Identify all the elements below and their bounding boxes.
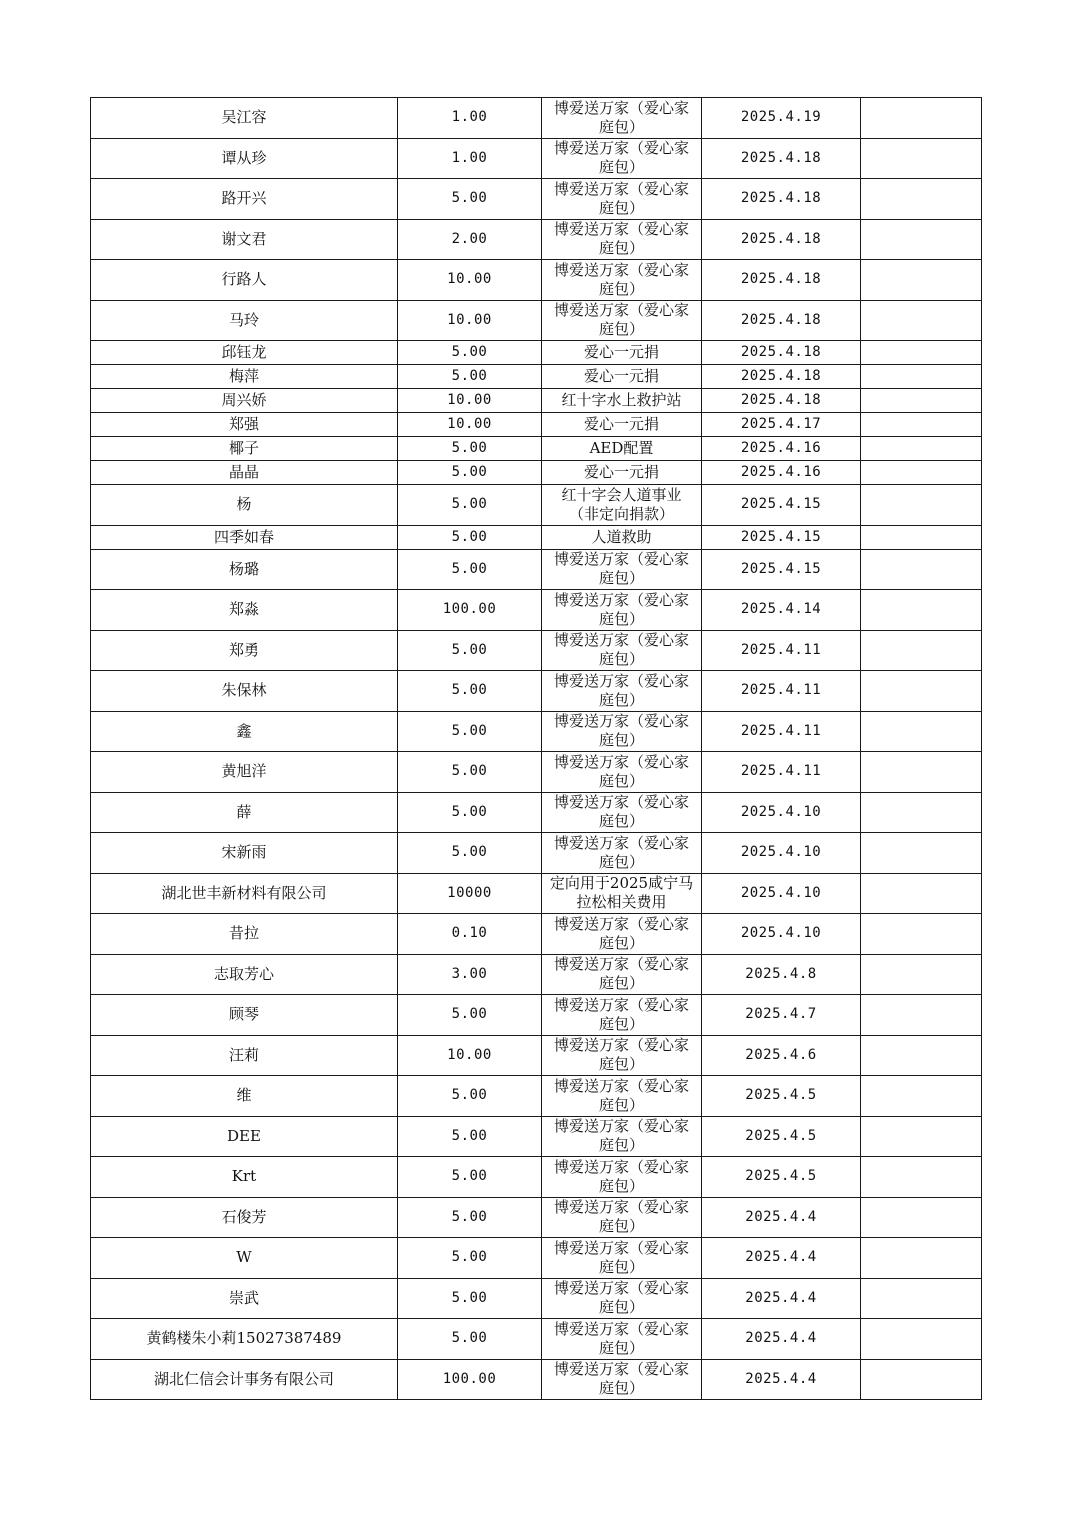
donor-name-cell: 邱钰龙 (91, 341, 398, 365)
date-cell: 2025.4.18 (702, 300, 861, 341)
amount-cell: 10.00 (398, 389, 542, 413)
donor-name-cell: 志取芳心 (91, 954, 398, 995)
donor-name-cell: 顾琴 (91, 995, 398, 1036)
purpose-cell: 爱心一元捐 (542, 365, 702, 389)
note-cell (861, 179, 982, 220)
date-cell: 2025.4.15 (702, 485, 861, 526)
purpose-cell: 博爱送万家（爱心家庭包） (542, 138, 702, 179)
donor-name-cell: 路开兴 (91, 179, 398, 220)
donor-name-cell: 黄鹤楼朱小莉15027387489 (91, 1319, 398, 1360)
amount-cell: 5.00 (398, 1197, 542, 1238)
table-row (91, 995, 982, 1036)
amount-cell: 5.00 (398, 833, 542, 874)
note-cell (861, 525, 982, 549)
purpose-cell: 博爱送万家（爱心家庭包） (542, 219, 702, 260)
purpose-cell: AED配置 (542, 437, 702, 461)
date-cell: 2025.4.15 (702, 549, 861, 590)
date-cell: 2025.4.10 (702, 833, 861, 874)
note-cell (861, 1197, 982, 1238)
donor-name-cell: 行路人 (91, 260, 398, 301)
amount-cell: 0.10 (398, 914, 542, 955)
note-cell (861, 1076, 982, 1117)
table-row (91, 792, 982, 833)
table-row (91, 300, 982, 341)
table-row (91, 873, 982, 914)
donor-name-cell: Krt (91, 1157, 398, 1198)
date-cell: 2025.4.18 (702, 389, 861, 413)
donor-name-cell: 宋新雨 (91, 833, 398, 874)
amount-cell: 5.00 (398, 792, 542, 833)
date-cell: 2025.4.6 (702, 1035, 861, 1076)
note-cell (861, 833, 982, 874)
purpose-cell: 博爱送万家（爱心家庭包） (542, 995, 702, 1036)
note-cell (861, 300, 982, 341)
amount-cell: 5.00 (398, 179, 542, 220)
note-cell (861, 1319, 982, 1360)
note-cell (861, 873, 982, 914)
table-row (91, 365, 982, 389)
table-row (91, 590, 982, 631)
purpose-cell: 定向用于2025咸宁马拉松相关费用 (542, 873, 702, 914)
amount-cell: 1.00 (398, 98, 542, 139)
note-cell (861, 630, 982, 671)
purpose-cell: 博爱送万家（爱心家庭包） (542, 1319, 702, 1360)
purpose-cell: 博爱送万家（爱心家庭包） (542, 98, 702, 139)
purpose-cell: 博爱送万家（爱心家庭包） (542, 914, 702, 955)
date-cell: 2025.4.18 (702, 365, 861, 389)
date-cell: 2025.4.10 (702, 792, 861, 833)
donor-name-cell: 杨 (91, 485, 398, 526)
donor-name-cell: 薛 (91, 792, 398, 833)
table-row (91, 1116, 982, 1157)
note-cell (861, 1238, 982, 1279)
donor-name-cell: 汪莉 (91, 1035, 398, 1076)
table-row (91, 1319, 982, 1360)
date-cell: 2025.4.16 (702, 461, 861, 485)
donor-name-cell: 周兴娇 (91, 389, 398, 413)
amount-cell: 1.00 (398, 138, 542, 179)
purpose-cell: 博爱送万家（爱心家庭包） (542, 179, 702, 220)
purpose-cell: 爱心一元捐 (542, 341, 702, 365)
amount-cell: 5.00 (398, 1076, 542, 1117)
amount-cell: 10000 (398, 873, 542, 914)
table-row (91, 98, 982, 139)
amount-cell: 5.00 (398, 1319, 542, 1360)
date-cell: 2025.4.18 (702, 260, 861, 301)
purpose-cell: 博爱送万家（爱心家庭包） (542, 1278, 702, 1319)
amount-cell: 5.00 (398, 671, 542, 712)
donor-name-cell: 杨璐 (91, 549, 398, 590)
table-row (91, 341, 982, 365)
date-cell: 2025.4.8 (702, 954, 861, 995)
table-row (91, 461, 982, 485)
date-cell: 2025.4.7 (702, 995, 861, 1036)
note-cell (861, 485, 982, 526)
date-cell: 2025.4.10 (702, 873, 861, 914)
note-cell (861, 138, 982, 179)
date-cell: 2025.4.4 (702, 1359, 861, 1400)
table-row (91, 833, 982, 874)
date-cell: 2025.4.16 (702, 437, 861, 461)
amount-cell: 5.00 (398, 1116, 542, 1157)
note-cell (861, 914, 982, 955)
amount-cell: 5.00 (398, 341, 542, 365)
table-row (91, 752, 982, 793)
table-row (91, 671, 982, 712)
note-cell (861, 413, 982, 437)
purpose-cell: 博爱送万家（爱心家庭包） (542, 1035, 702, 1076)
table-row (91, 179, 982, 220)
donor-name-cell: 石俊芳 (91, 1197, 398, 1238)
date-cell: 2025.4.18 (702, 219, 861, 260)
donor-name-cell: 湖北仁信会计事务有限公司 (91, 1359, 398, 1400)
note-cell (861, 1359, 982, 1400)
amount-cell: 100.00 (398, 590, 542, 631)
table-row (91, 485, 982, 526)
donor-name-cell: 鑫 (91, 711, 398, 752)
purpose-cell: 博爱送万家（爱心家庭包） (542, 954, 702, 995)
date-cell: 2025.4.11 (702, 711, 861, 752)
purpose-cell: 爱心一元捐 (542, 461, 702, 485)
amount-cell: 5.00 (398, 461, 542, 485)
note-cell (861, 260, 982, 301)
table-row (91, 1278, 982, 1319)
purpose-cell: 博爱送万家（爱心家庭包） (542, 1359, 702, 1400)
donor-name-cell: 朱保林 (91, 671, 398, 712)
donor-name-cell: 谢文君 (91, 219, 398, 260)
table-row (91, 1076, 982, 1117)
donor-name-cell: 椰子 (91, 437, 398, 461)
amount-cell: 5.00 (398, 752, 542, 793)
note-cell (861, 1035, 982, 1076)
purpose-cell: 博爱送万家（爱心家庭包） (542, 260, 702, 301)
date-cell: 2025.4.15 (702, 525, 861, 549)
amount-cell: 5.00 (398, 437, 542, 461)
date-cell: 2025.4.4 (702, 1319, 861, 1360)
date-cell: 2025.4.11 (702, 671, 861, 712)
purpose-cell: 博爱送万家（爱心家庭包） (542, 752, 702, 793)
purpose-cell: 博爱送万家（爱心家庭包） (542, 792, 702, 833)
amount-cell: 10.00 (398, 413, 542, 437)
note-cell (861, 549, 982, 590)
table-row (91, 630, 982, 671)
table-row (91, 437, 982, 461)
donor-name-cell: 湖北世丰新材料有限公司 (91, 873, 398, 914)
amount-cell: 5.00 (398, 549, 542, 590)
note-cell (861, 365, 982, 389)
date-cell: 2025.4.18 (702, 179, 861, 220)
amount-cell: 10.00 (398, 260, 542, 301)
amount-cell: 5.00 (398, 995, 542, 1036)
amount-cell: 10.00 (398, 300, 542, 341)
date-cell: 2025.4.11 (702, 752, 861, 793)
amount-cell: 2.00 (398, 219, 542, 260)
table-row (91, 525, 982, 549)
donor-name-cell: 谭从珍 (91, 138, 398, 179)
note-cell (861, 590, 982, 631)
note-cell (861, 792, 982, 833)
purpose-cell: 博爱送万家（爱心家庭包） (542, 1157, 702, 1198)
date-cell: 2025.4.18 (702, 138, 861, 179)
note-cell (861, 995, 982, 1036)
purpose-cell: 红十字会人道事业（非定向捐款） (542, 485, 702, 526)
table-row (91, 954, 982, 995)
donor-name-cell: 郑勇 (91, 630, 398, 671)
note-cell (861, 341, 982, 365)
purpose-cell: 博爱送万家（爱心家庭包） (542, 630, 702, 671)
purpose-cell: 博爱送万家（爱心家庭包） (542, 549, 702, 590)
donor-name-cell: 四季如春 (91, 525, 398, 549)
note-cell (861, 98, 982, 139)
date-cell: 2025.4.4 (702, 1197, 861, 1238)
table-row (91, 1197, 982, 1238)
date-cell: 2025.4.4 (702, 1278, 861, 1319)
date-cell: 2025.4.4 (702, 1238, 861, 1279)
amount-cell: 3.00 (398, 954, 542, 995)
date-cell: 2025.4.10 (702, 914, 861, 955)
date-cell: 2025.4.17 (702, 413, 861, 437)
donor-name-cell: 郑强 (91, 413, 398, 437)
purpose-cell: 博爱送万家（爱心家庭包） (542, 590, 702, 631)
note-cell (861, 711, 982, 752)
note-cell (861, 437, 982, 461)
date-cell: 2025.4.11 (702, 630, 861, 671)
note-cell (861, 219, 982, 260)
donor-name-cell: 吴江容 (91, 98, 398, 139)
note-cell (861, 1278, 982, 1319)
purpose-cell: 博爱送万家（爱心家庭包） (542, 833, 702, 874)
table-row (91, 138, 982, 179)
table-row (91, 914, 982, 955)
donor-name-cell: 马玲 (91, 300, 398, 341)
amount-cell: 5.00 (398, 1157, 542, 1198)
note-cell (861, 1157, 982, 1198)
purpose-cell: 博爱送万家（爱心家庭包） (542, 1116, 702, 1157)
donor-name-cell: DEE (91, 1116, 398, 1157)
note-cell (861, 389, 982, 413)
amount-cell: 5.00 (398, 485, 542, 526)
note-cell (861, 461, 982, 485)
amount-cell: 5.00 (398, 1238, 542, 1279)
note-cell (861, 752, 982, 793)
purpose-cell: 博爱送万家（爱心家庭包） (542, 711, 702, 752)
date-cell: 2025.4.5 (702, 1116, 861, 1157)
purpose-cell: 爱心一元捐 (542, 413, 702, 437)
note-cell (861, 954, 982, 995)
donor-name-cell: 郑淼 (91, 590, 398, 631)
note-cell (861, 671, 982, 712)
purpose-cell: 博爱送万家（爱心家庭包） (542, 1197, 702, 1238)
table-row (91, 219, 982, 260)
amount-cell: 5.00 (398, 525, 542, 549)
donor-name-cell: 昔拉 (91, 914, 398, 955)
table-row (91, 549, 982, 590)
purpose-cell: 博爱送万家（爱心家庭包） (542, 671, 702, 712)
table-row (91, 413, 982, 437)
donor-name-cell: W (91, 1238, 398, 1279)
amount-cell: 5.00 (398, 1278, 542, 1319)
purpose-cell: 人道救助 (542, 525, 702, 549)
donor-name-cell: 维 (91, 1076, 398, 1117)
table-row (91, 1238, 982, 1279)
date-cell: 2025.4.14 (702, 590, 861, 631)
date-cell: 2025.4.19 (702, 98, 861, 139)
amount-cell: 100.00 (398, 1359, 542, 1400)
donor-name-cell: 崇武 (91, 1278, 398, 1319)
donor-name-cell: 晶晶 (91, 461, 398, 485)
table-row (91, 1157, 982, 1198)
table-row (91, 389, 982, 413)
donation-table-body (91, 98, 982, 1400)
purpose-cell: 博爱送万家（爱心家庭包） (542, 1076, 702, 1117)
date-cell: 2025.4.5 (702, 1076, 861, 1117)
amount-cell: 5.00 (398, 630, 542, 671)
table-row (91, 711, 982, 752)
note-cell (861, 1116, 982, 1157)
date-cell: 2025.4.5 (702, 1157, 861, 1198)
purpose-cell: 博爱送万家（爱心家庭包） (542, 1238, 702, 1279)
donor-name-cell: 黄旭洋 (91, 752, 398, 793)
amount-cell: 5.00 (398, 365, 542, 389)
date-cell: 2025.4.18 (702, 341, 861, 365)
table-row (91, 1359, 982, 1400)
donor-name-cell: 梅萍 (91, 365, 398, 389)
amount-cell: 10.00 (398, 1035, 542, 1076)
table-row (91, 1035, 982, 1076)
amount-cell: 5.00 (398, 711, 542, 752)
donation-table (90, 97, 982, 1400)
purpose-cell: 红十字水上救护站 (542, 389, 702, 413)
table-row (91, 260, 982, 301)
purpose-cell: 博爱送万家（爱心家庭包） (542, 300, 702, 341)
